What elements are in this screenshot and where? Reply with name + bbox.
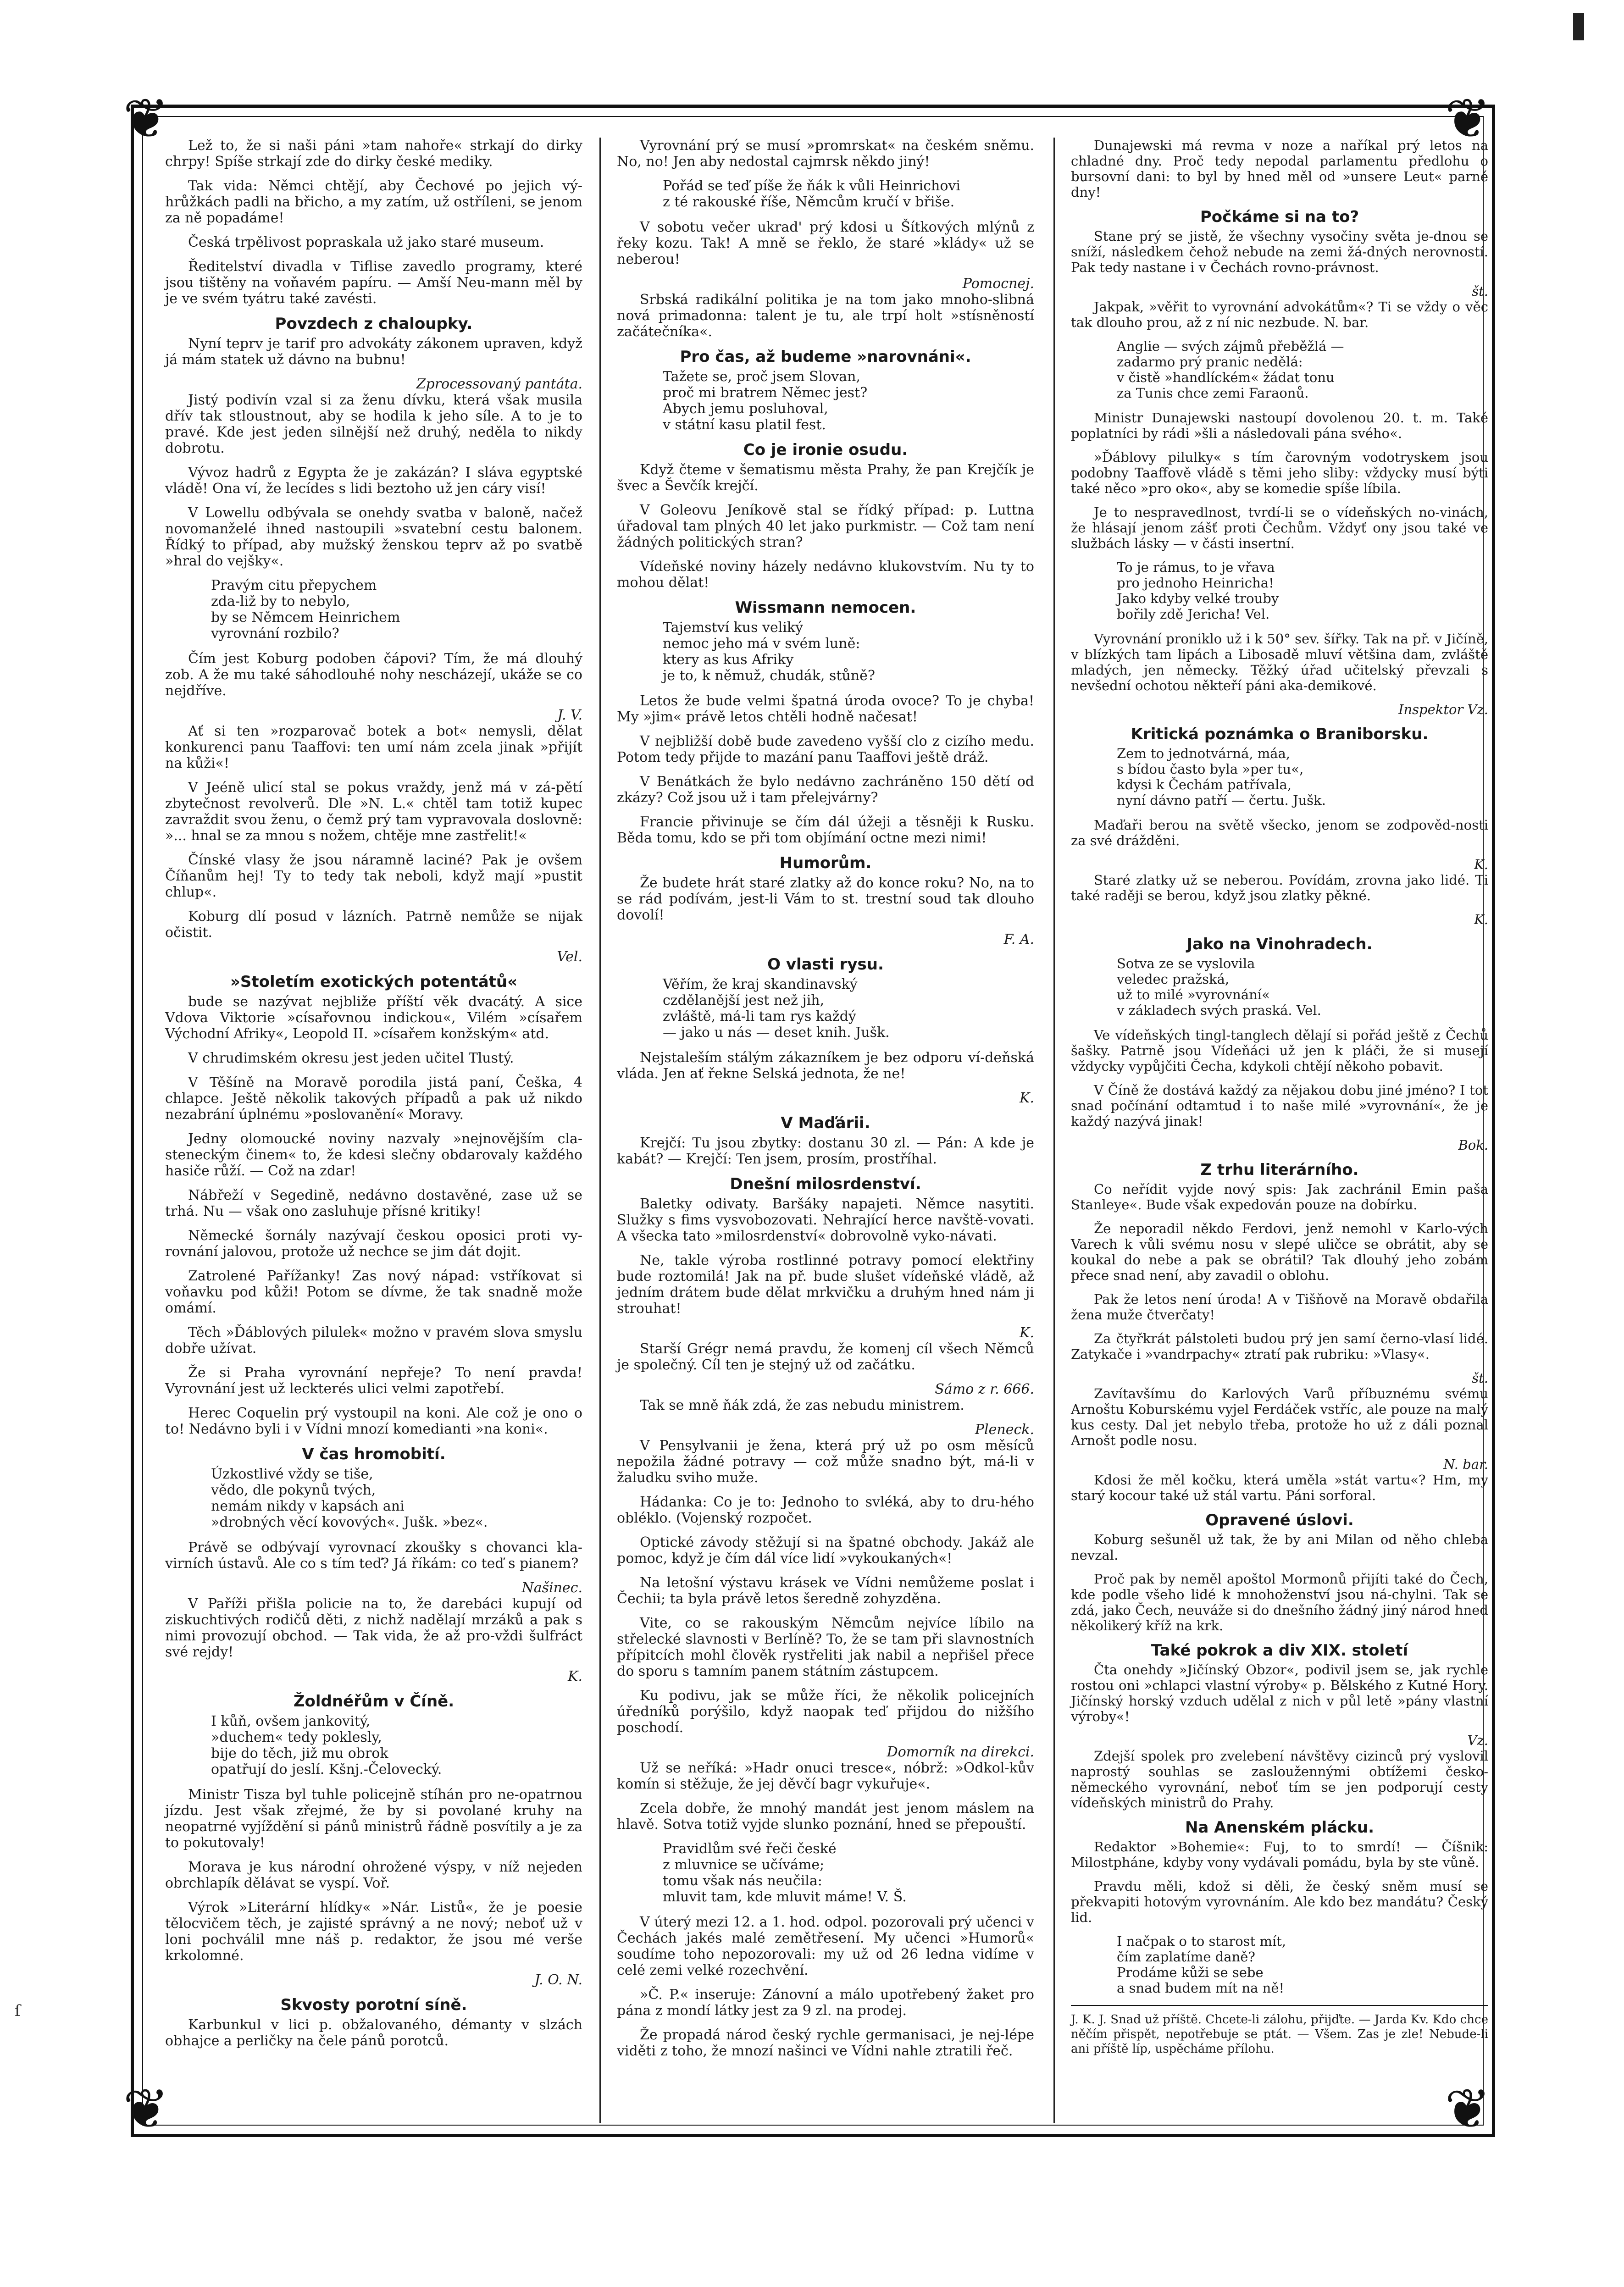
paragraph: Vyrovnání prý se musí »promrskat« na českém sněmu. No, no! Jen aby nedostal cajmrsk někdo jiný! (617, 138, 1034, 170)
paragraph: Ministr Tisza byl tuhle policejně stíhán pro ne-opatrnou jízdu. Jest však zřejmé, že by si povolané kruhy na neopatrné vyjíždění si pánů ministrů řádně posvítily a je za to pokutovaly! (165, 1787, 582, 1851)
paragraph: Když čteme v šematismu města Prahy, že pan Krejčík je švec a Ševčík krejčí. (617, 462, 1034, 494)
paragraph: Vídeňské noviny házely nedávno klukovstvím. Nu ty to mohou dělat! (617, 559, 1034, 591)
paragraph: V úterý mezi 12. a 1. hod. odpol. pozorovali prý učenci v Čechách jakés malé zemětřesení. My učenci »Humorů« soudíme toho nepozorovali: my už od 26 ledna vidíme v celé zemi velké rozechvění. (617, 1914, 1034, 1978)
signature: F. A. (1003, 931, 1034, 947)
paragraph: Nejstaleším stálým zákazníkem je bez odporu ví-deňská vláda. Jen ať řekne Selská jednota, že ne! (617, 1050, 1034, 1082)
paragraph: V Benátkách že bylo nedávno zachráněno 150 dětí od zkázy? Což jsou už i tam přelejvárny? (617, 774, 1034, 806)
paragraph: Čínské vlasy že jsou náramně laciné? Pak je ovšem Číňanům hej! Ty to tedy tak neboli, když mají »pustit chlup«. (165, 852, 582, 900)
paragraph: Tak se mně ňák zdá, že zas nebudu ministrem. (640, 1397, 964, 1413)
signature: Domorník na direkci. (887, 1744, 1034, 1760)
signature: K. (1474, 912, 1488, 927)
paragraph: Zavítavšímu do Karlových Varů příbuznému svému Arnoštu Koburskému vyjel Ferdáček vstříc, ale pouze na malý kus cesty. Dal jet nebylo třeba, protože ho už z dáli poznal Arnošt podle nosu. (1071, 1386, 1488, 1448)
signature: št. (1472, 1370, 1488, 1386)
paragraph: V Goleovu Jeníkově stal se řídký případ: p. Luttna úřadoval tam plných 40 let jako purkmistr. — Což tam není žádných politických stran? (617, 502, 1034, 550)
paragraph: V Jeéně ulicí stal se pokus vraždy, jenž má v zá-pětí zbytečnost revolverů. Dle »N. L.« chtěl tam totiž kupec zavraždit svou ženu, o čemž prý tam vypravovala doslovně: »... hnal se za mnou s nožem, chtěje mne zastřelit!« (165, 780, 582, 844)
paragraph: Lež to, že si naši páni »tam nahoře« strkají do dirky chrpy! Spíše strkají zde do dirky české mediky. (165, 138, 582, 170)
paragraph: Staré zlatky už se neberou. Povídám, zrovna jako lidé. Ti také raději se berou, když jsou zlatky pěkné. (1071, 872, 1488, 903)
paragraph: Ve vídeňských tingl-tanglech dělají si pořád ještě z Čechů šašky. Patrně jsou Vídeňáci už jen k pláči, že si musejí vždycky vypůjčiti Čecha, kdykoli chtějí někoho pobavit. (1071, 1027, 1488, 1074)
paragraph: Starší Grégr nemá pravdu, že komenj cíl všech Němců je společný. Cíl ten je stejný už od začátku. (617, 1341, 1034, 1373)
signature: Pomocnej. (962, 276, 1034, 292)
paragraph: Pravdu měli, kdož si děli, že český sněm musí se překvapiti hotovým vyrovnáním. Ale kdo bez mandátu? Český lid. (1071, 1878, 1488, 1925)
section-heading: Z trhu literárního. (1200, 1161, 1359, 1179)
paragraph: Že propadá národ český rychle germanisaci, je nej-lépe viděti z toho, že mnozí našinci ve Vídni nahle ztratili řeč. (617, 2027, 1034, 2059)
verse: Sotva ze se vyslovila veledec pražská, už to milé »vyrovnání« v základech svých praská. Vel. (1117, 956, 1321, 1018)
paragraph: Co neřídit vyjde nový spis: Jak zachránil Emin paša Stanleye«. Bude však expedován pouze na dobírku. (1071, 1181, 1488, 1213)
paragraph: Pak že letos není úroda! A v Tišňově na Moravě obdařila žena muže čtverčaty! (1071, 1291, 1488, 1323)
paragraph: Kdosi že měl kočku, která uměla »stát vartu«? Hm, my starý kocour také už stál vartu. Páni sorforal. (1071, 1472, 1488, 1503)
paragraph: Krejčí: Tu jsou zbytky: dostanu 30 zl. — Pán: A kde je kabát? — Krejčí: Ten jsem, prosím, prostříhal. (617, 1135, 1034, 1167)
verse: Tažete se, proč jsem Slovan, proč mi bratrem Němec jest? Abych jemu posluhoval, v státní kasu platil fest. (663, 369, 868, 433)
verse: Anglie — svých zájmů přeběžlá — zadarmo prý pranic nedělá: v čistě »handlíckém« žádat tonu za Tunis chce zemi Faraonů. (1117, 338, 1344, 401)
signature: Vz. (1467, 1733, 1488, 1748)
signature: J. V. (557, 707, 582, 723)
paragraph: Na letošní výstavu krásek ve Vídni nemůžeme poslat i Čechii; ta byla právě letos šeredně zohyzděna. (617, 1575, 1034, 1607)
paragraph: Vývoz hadrů z Egypta že je zakázán? I sláva egyptské vládě! Ona ví, že lecídes s lidi beztoho už jen cáry visí! (165, 465, 582, 497)
paragraph: Stane prý se jistě, že všechny vysočiny světa je-dnou se sníží, následkem čehož nebude na zemi žá-dných nerovností. Pak tedy nastane i v Čechách rovno-právnost. (1071, 228, 1488, 275)
paragraph: Ředitelství divadla v Tiflise zavedlo programy, které jsou tištěny na voňavém papíru. — Amší Neu-mann měl by je ve svém tyátru také zavésti. (165, 259, 582, 307)
paragraph: Zcela dobře, že mnohý mandát jest jenom máslem na hlavě. Sotva totiž vyjde slunko poznání, hned se přepouští. (617, 1800, 1034, 1833)
section-heading: Skvosty porotní síně. (280, 1996, 467, 2014)
paragraph: Morava je kus národní ohrožené výspy, v níž nejeden obrchlapík dělávat se vyspí. Voř. (165, 1859, 582, 1891)
paragraph: Nábřeží v Segedině, nedávno dostavěné, zase už se trhá. Nu — však ono zasluhuje přísné kritiky! (165, 1187, 582, 1219)
section-heading: Žoldnéřům v Číně. (293, 1692, 454, 1711)
signature: Bok. (1458, 1137, 1488, 1153)
ornament-corner-icon: ❦ (1445, 2077, 1491, 2141)
section-heading: »Stoletím exotických potentátů« (230, 973, 518, 991)
paragraph: V Paříži přišla policie na to, že darebáci kupují od ziskuchtivých rodičů děti, z nichž nadělají mrzáků a pak s nimi provozují obchod. — Tak vida, že až pro-vždi šulfráct své rejdy! (165, 1596, 582, 1660)
paragraph: Optické závody stěžují si na špatné obchody. Jakáž ale pomoc, když je čím dál více lidí »vykoukaných«! (617, 1534, 1034, 1567)
signature: Našinec. (521, 1580, 582, 1596)
paragraph: Právě se odbývají vyrovnací zkoušky s chovanci kla-virních ústavů. Ale co s tím teď? Já říkám: co teď s pianem? (165, 1539, 582, 1572)
verse: Pravidlům své řeči české z mluvnice se učíváme; tomu však nás neučila: mluvit tam, kde mluvit máme! V. Š. (663, 1841, 907, 1905)
signature: K. (1474, 857, 1488, 872)
paragraph: »Č. P.« inseruje: Zánovní a málo upotřebený žaket pro pána z mondí látky jest za 9 zl. na prodej. (617, 1987, 1034, 2019)
column-middle (617, 138, 1034, 2067)
column-right (1071, 138, 1488, 2056)
section-heading: Kritická poznámka o Braniborsku. (1131, 725, 1429, 743)
paragraph: Jedny olomoucké noviny nazvaly »nejnovějším cla-steneckým činem« to, že kdesi slečny obdarovaly každého hasiče růží. — Což na zdar! (165, 1131, 582, 1179)
column-rule (1053, 138, 1055, 2123)
paragraph: V Pensylvanii je žena, která prý už po osm měsíců nepožila žádné potravy — což může snadno být, má-li v žaludku sviho muže. (617, 1438, 1034, 1486)
section-heading: Počkáme si na to? (1200, 208, 1359, 226)
signature: K. (1020, 1090, 1034, 1106)
paragraph: Karbunkul v lici p. obžalovaného, démanty v slzách obhajce a perličky na čele pánů porotců. (165, 2017, 582, 2049)
verse: Zem to jednotvárná, máa, s bídou často byla »per tu«, kdysi k Čechám patřívala, nyní dávno patří — čertu. Jušk. (1117, 746, 1326, 808)
paragraph: Redaktor »Bohemie«: Fuj, to to smrdí! — Číšnik: Milostpháne, kdyby vony vydávali pomádu, byla by ste vůně. (1071, 1839, 1488, 1870)
paragraph: Proč pak by neměl apoštol Mormonů přijíti také do Čech, kde podle všeho lidé k mnohoženství jsou ná-chylni. Tak se zdá, jako Čech, neuváže si do dnešního žádný jiný národ hned několikerý kříž na krk. (1071, 1571, 1488, 1634)
paragraph: Že budete hrát staré zlatky až do konce roku? No, na to se rád podívám, jest-li Vám to st. trestní soud tak dlouho dovolí! (617, 875, 1034, 923)
paragraph: V sobotu večer ukrad' prý kdosi u Šítkových mlýnů z řeky kozu. Tak! A mně se řeklo, že staré »klády« už se neberou! (617, 219, 1034, 267)
paragraph: Ku podivu, jak se může říci, že několik policejních úředníků porýšilo, když naopak teď přijdou do nižšího poschodí. (617, 1688, 1034, 1736)
ornament-corner-icon: ❦ (1445, 87, 1491, 151)
section-heading: V čas hromobití. (302, 1445, 446, 1463)
signature: št. (1472, 283, 1488, 299)
paragraph: Výrok »Literární hlídky« »Nár. Listů«, že je poesie tělocvičem těch, je zajisté správný a ne nový; neboť už v loni pochválil mne náš p. redaktor, že jsou mé verše krkolomné. (165, 1899, 582, 1964)
verse: Pořád se teď píše že ňák k vůli Heinrichovi z té rakouské říše, Němcům kručí v břiše. (663, 178, 960, 210)
ornament-corner-icon: ❦ (123, 87, 169, 151)
section-heading: Opravené úslovi. (1205, 1511, 1354, 1529)
section-heading: V Maďárii. (781, 1114, 870, 1132)
scan-edge-mark (1573, 13, 1584, 40)
paragraph: Že neporadil někdo Ferdovi, jenž nemohl v Karlo-vých Varech k vůli svému nosu v slepé uličce se obrátit, aby se koukal do nebe a pak se obrátil? Tak dlouhý jeho zobám přece snad není, aby zavadil o oblohu. (1071, 1221, 1488, 1283)
paragraph: Ať si ten »rozparovač botek a bot« nemysli, dělat konkurenci panu Taaffovi: ten umí nám zcela jinak »přijít na kůži«! (165, 723, 582, 771)
paragraph: Jistý podivín vzal si za ženu dívku, která však musila dřív tak stloustnout, aby se hodila k jeho síle. A to je to pravé. Kde jest jeden silnější než druhý, neděla to nikdy dobrotu. (165, 392, 582, 456)
paragraph: Dunajewski má revma v noze a naříkal prý letos na chladné dny. Proč tedy nepodal parlamentu předlohu o bursovní dani: to byl by hned měl od »unsere Leut« parné dny! (1071, 138, 1488, 200)
section-heading: O vlasti rysu. (767, 955, 884, 974)
paragraph: Srbská radikální politika je na tom jako mnoho-slibná nová primadonna: talent je tu, ale trpí holt »stísněností začátečníka«. (617, 292, 1034, 340)
paragraph: Zatrolené Pařížanky! Zas nový nápad: vstříkovat si voňavku pod kůži! Potom se dívme, že tak snadně može omámí. (165, 1268, 582, 1316)
paragraph: »Ďáblovy pilulky« s tím čarovným vodotryskem jsou podobny Taaffově vládě s těmi jeho sliby: vždycky musí býti také něco »pro oko«, aby se komedie spíše líbila. (1071, 449, 1488, 496)
signature: Zprocessovaný pantáta. (416, 376, 582, 392)
paragraph: Maďaři berou na světě všecko, jenom se zodpověd-nosti za své drážděni. (1071, 817, 1488, 848)
paragraph: Že si Praha vyrovnání nepřeje? To není pravda! Vyrovnání jest už leckterés ulici velmi zapotřebí. (165, 1365, 582, 1397)
paragraph: V chrudimském okresu jest jeden učitel Tlustý. (188, 1050, 514, 1066)
verse: I načpak o to starost mít, čím zaplatíme daně? Prodáme kůži se sebe a snad budem mít na ně! (1117, 1933, 1286, 1996)
column-left (165, 138, 582, 2057)
section-heading: Pro čas, až budeme »narovnáni«. (680, 348, 971, 366)
signature: K. (568, 1668, 582, 1684)
paragraph: Za čtyřkrát pálstoleti budou prý jen samí černo-vlasí lidé. Zatykače i »vandrpachy« ztratí pak rubriku: »Vlasy«. (1071, 1331, 1488, 1362)
paragraph: Hádanka: Co je to: Jednoho to svléká, aby to dru-hého obléklo. (Vojenský rozpočet. (617, 1494, 1034, 1526)
signature: Inspektor Vz. (1398, 702, 1488, 717)
paragraph: Jakpak, »věřit to vyrovnání advokátům«? Ti se vždy o věc tak dlouho prou, až z ní nic nezbude. N. bar. (1071, 299, 1488, 330)
verse: Úzkostlivé vždy se tiše, vědo, dle pokynů tvých, nemám nikdy v kapsách ani »drobných věcí kovových«. Jušk. »bez«. (211, 1466, 488, 1530)
verse: Věřím, že kraj skandinavský czdělanější jest než jih, zvláště, má-li tam rys každý — jako u nás — deset knih. Jušk. (663, 976, 890, 1041)
paragraph: Koburg sešuněl už tak, že by ani Milan od něho chleba nevzal. (1071, 1532, 1488, 1563)
verse: Tajemství kus veliký nemoc jeho má v svém luně: ktery as kus Afriky je to, k němuž, chudák, stůně? (663, 620, 875, 684)
paragraph: V nejbližší době bude zavedeno vyšší clo z cizího medu. Potom tedy přijde to mazání panu Taaffovi ještě dráž. (617, 733, 1034, 765)
paragraph: Ne, takle výroba rostlinné potravy pomocí elektřiny bude roztomilá! Jak na př. bude slušet vídeňské vládě, až jedním drátem bude dělat mrkvičku a druhým hned nám ji strouhat! (617, 1252, 1034, 1317)
paragraph: Herec Coquelin prý vystoupil na koni. Ale což je ono o to! Nedávno byli i v Vídni mnozí komedianti »na koni«. (165, 1405, 582, 1437)
column-rule (599, 138, 601, 2123)
paragraph: Koburg dlí posud v lázních. Patrně nemůže se nijak očistit. (165, 908, 582, 941)
paragraph: V Číně že dostává každý za nějakou dobu jiné jméno? I tot snad počínání odtamtud i to naše milé »vyrovnání«, že je každý nazývá jinak! (1071, 1082, 1488, 1129)
section-heading: Co je ironie osudu. (743, 441, 908, 459)
paragraph: bude se nazývat nejbliže příští věk dvacátý. A sice Vdova Viktorie »císařovnou indickou«, Vilém »císařem Východní Afriky«, Leopold II. »císařem konžským« atd. (165, 994, 582, 1042)
section-heading: Na Anenském plácku. (1185, 1818, 1375, 1837)
paragraph: Čta onehdy »Jičínský Obzor«, podivil jsem se, jak rychle rostou oni »chlapci vlastní výroby« p. Bělského z Kutné Hory. Jičínský horský vzduch udělal z nich v půl letě »pány vlastní výroby«! (1071, 1662, 1488, 1724)
paragraph: Tak vida: Němci chtějí, aby Čechové po jejich vý-hrůžkách padli na břicho, a my zatím, už ostříleni, se jenom za ně popadáme! (165, 178, 582, 226)
paragraph: Zdejší spolek pro zvelebení návštěvy cizinců prý vyslovil naprostý souhlas se zasloužennými obtížemi česko-německého vyrovnání, neboť tím se jen podporují cesty vídeňských ministrů do Prahy. (1071, 1748, 1488, 1811)
paragraph: Baletky odivaty. Baršáky napajeti. Němce nasytiti. Služky s fims vysvobozovati. Nehrající herce navště-vovati. A všecka tato »milosrdenství« dobrovolně vyko-návati. (617, 1196, 1034, 1244)
paragraph: V Lowellu odbývala se onehdy svatba v baloně, načež novomanželé ihned nastoupili »svatební cestu balonem. Řídký to případ, aby mužský ženskou teprv až po svatbě »hral do vejšky«. (165, 505, 582, 569)
paragraph: Ministr Dunajewski nastoupí dovolenou 20. t. m. Také poplatníci by rádi »šli a následovali pána svého«. (1071, 410, 1488, 441)
signature: J. O. N. (534, 1972, 582, 1988)
paragraph: Francie přivinuje se čím dál úžeji a těsněji k Rusku. Běda tomu, kdo se při tom objímání octne mezi nimi! (617, 814, 1034, 846)
paragraph: Česká trpělivost popraskala už jako staré museum. (188, 234, 544, 250)
signature: Vel. (557, 949, 582, 965)
paragraph: Už se neříká: »Hadr onuci tresce«, nóbrž: »Odkol-kův komín si stěžuje, že jej děvčí bagr vykuřuje«. (617, 1760, 1034, 1792)
paragraph: Vite, co se rakouským Němcům nejvíce líbilo na střelecké slavnosti v Berlíně? To, že se tam při slavnostních přípitcích mohl člověk rystřeliti jak nabil a nepřišel přece do sporu s tamním panem státním zástupcem. (617, 1615, 1034, 1679)
paragraph: Německé šornály nazývají českou oposici proti vy-rovnání jalovou, protože už nechce se jim dát dojit. (165, 1228, 582, 1260)
ornament-corner-icon: ❦ (123, 2077, 169, 2141)
paragraph: Nyní teprv je tarif pro advokáty zákonem upraven, když já mám statek už dávno na bubnu! (165, 336, 582, 368)
signature: K. (1020, 1325, 1034, 1341)
paragraph: Je to nespravedlnost, tvrdí-li se o vídeňských no-vinách, že hlásají jenom zášť proti Čechům. Vždyť ony jsou také ve službách lásky — v části insertní. (1071, 504, 1488, 551)
paragraph: Vyrovnání proniklo už i k 50° sev. šířky. Tak na př. v Jičíně, v blízkých tam lipách a Libosadě mluví většina dam, zvláště mladých, jen německy. Těžký úřad učitelský převzali s nevšední ochotou někteří páni aka-demikové. (1071, 631, 1488, 693)
section-heading: Wissmann nemocen. (735, 598, 916, 617)
signature: Sámo z r. 666. (935, 1381, 1034, 1397)
verse: I kůň, ovšem jankovitý, »duchem« tedy poklesly, bije do těch, již mu obrok opatřují do jeslí. Kšnj.-Čelovecký. (211, 1713, 442, 1778)
section-heading: Jako na Vinohradech. (1186, 935, 1373, 953)
section-heading: Humorům. (779, 854, 872, 872)
section-heading: Povzdech z chaloupky. (275, 315, 473, 333)
paragraph: Těch »Ďáblových pilulek« možno v pravém slova smyslu dobře užívat. (165, 1324, 582, 1357)
section-heading: Také pokrok a div XIX. století (1151, 1641, 1408, 1660)
paragraph: V Těšíně na Moravě porodila jistá paní, Češka, 4 chlapce. Ještě několik takových případů a pak už nikdo nezabrání úplnému »poslovanění« Moravy. (165, 1074, 582, 1123)
signature: N. bar. (1443, 1456, 1488, 1472)
paragraph: Čím jest Koburg podoben čápovi? Tím, že má dlouhý zob. A že mu také sáhodlouhé nohy nescházejí, ukáže se co nejdříve. (165, 651, 582, 699)
verse: To je rámus, to je vřava pro jednoho Heinricha! Jako kdyby velké trouby bořily zdě Jericha! Vel. (1117, 559, 1279, 622)
margin-mark: ſ (15, 2002, 21, 2020)
paragraph: Letos že bude velmi špatná úroda ovoce? To je chyba! My »jim« právě letos chtěli hodně načesat! (617, 693, 1034, 725)
section-heading: Dnešní milosrdenství. (730, 1175, 921, 1193)
verse: Pravým citu přepychem zda-liž by to nebylo, by se Němcem Heinrichem vyrovnání rozbilo? (211, 577, 400, 642)
editor-notes: J. K. J. Snad už příště. Chcete-li zálohu, přijďte. — Jarda Kv. Kdo chce něčím přispět, nepotřebuje se ptát. — Všem. Zas je zle! Nebude-li ani příště líp, uspěcháme přílohu. (1071, 2005, 1488, 2056)
signature: Pleneck. (975, 1422, 1034, 1438)
